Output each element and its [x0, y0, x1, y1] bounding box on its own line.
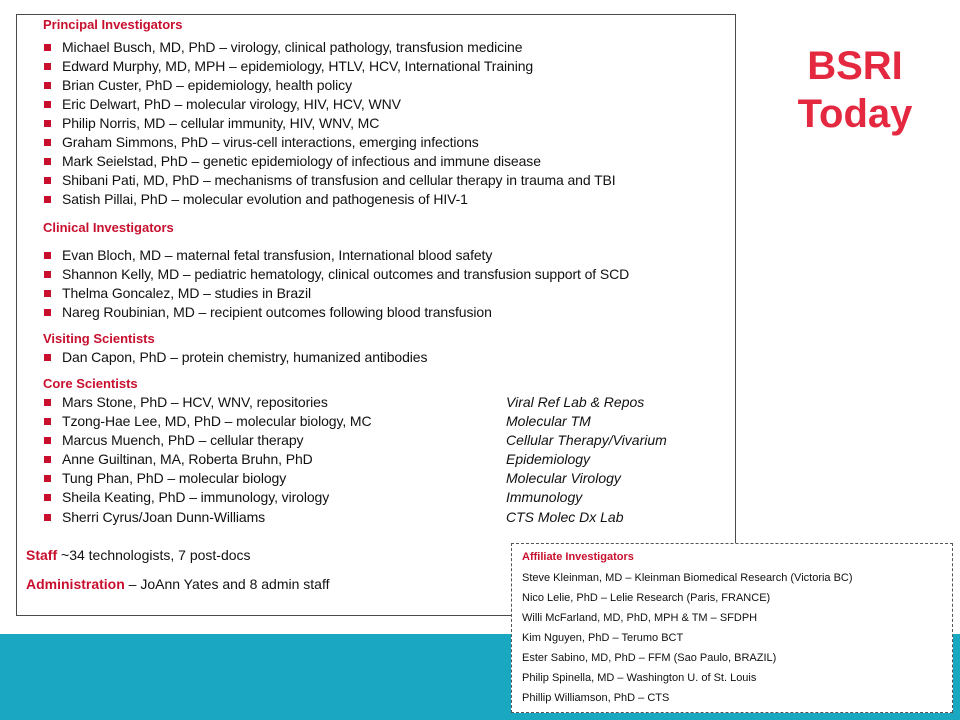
bullet-icon	[44, 514, 51, 521]
bullet-icon	[44, 252, 51, 259]
bullet-icon	[44, 63, 51, 70]
affiliate-heading: Affiliate Investigators	[522, 551, 634, 563]
core-item-role: Viral Ref Lab & Repos	[506, 394, 645, 410]
core-item-role: Molecular Virology	[506, 470, 621, 486]
staff-label: Staff	[26, 547, 58, 563]
principal-item: Satish Pillai, PhD – molecular evolution and pathogenesis of HIV-1	[62, 191, 468, 207]
principal-item: Philip Norris, MD – cellular immunity, HIV, WNV, MC	[62, 115, 380, 131]
clinical-heading: Clinical Investigators	[43, 220, 174, 235]
affiliate-item: Kim Nguyen, PhD – Terumo BCT	[522, 632, 684, 644]
core-heading: Core Scientists	[43, 376, 138, 391]
bullet-icon	[44, 494, 51, 501]
principal-item: Mark Seielstad, PhD – genetic epidemiology of infectious and immune disease	[62, 153, 541, 169]
core-item-role: Epidemiology	[506, 451, 591, 467]
bullet-icon	[44, 158, 51, 165]
core-item-name: Anne Guiltinan, MA, Roberta Bruhn, PhD	[62, 451, 313, 467]
slide-title-line1: BSRI	[807, 44, 903, 88]
affiliate-item: Willi McFarland, MD, PhD, MPH & TM – SFDPH	[522, 612, 758, 624]
administration-line	[26, 576, 329, 593]
core-item-role: CTS Molec Dx Lab	[506, 509, 624, 525]
bullet-icon	[44, 399, 51, 406]
core-item-name: Marcus Muench, PhD – cellular therapy	[62, 432, 304, 448]
staff-text: ~34 technologists, 7 post-docs	[57, 547, 251, 563]
core-item-role: Molecular TM	[506, 413, 591, 429]
bullet-icon	[44, 418, 51, 425]
principal-item: Brian Custer, PhD – epidemiology, health policy	[62, 77, 352, 93]
bullet-icon	[44, 101, 51, 108]
administration-text: – JoAnn Yates and 8 admin staff	[124, 576, 330, 592]
core-item-role: Cellular Therapy/Vivarium	[506, 432, 667, 448]
bullet-icon	[44, 271, 51, 278]
affiliate-item: Phillip Williamson, PhD – CTS	[522, 692, 670, 704]
bullet-icon	[44, 354, 51, 361]
bullet-icon	[44, 475, 51, 482]
bullet-icon	[44, 309, 51, 316]
clinical-item: Thelma Goncalez, MD – studies in Brazil	[62, 285, 311, 301]
affiliate-item: Nico Lelie, PhD – Lelie Research (Paris, FRANCE)	[522, 592, 771, 604]
affiliate-panel	[511, 543, 953, 713]
core-item-role: Immunology	[506, 489, 583, 505]
clinical-item: Nareg Roubinian, MD – recipient outcomes following blood transfusion	[62, 304, 492, 320]
affiliate-item: Philip Spinella, MD – Washington U. of St. Louis	[522, 672, 757, 684]
core-item-name: Sheila Keating, PhD – immunology, virology	[62, 489, 330, 505]
administration-label: Administration	[26, 576, 125, 592]
principal-item: Eric Delwart, PhD – molecular virology, HIV, HCV, WNV	[62, 96, 401, 112]
bullet-icon	[44, 177, 51, 184]
core-item-name: Mars Stone, PhD – HCV, WNV, repositories	[62, 394, 328, 410]
slide-title-line2: Today	[797, 92, 913, 136]
investigators-panel	[16, 14, 736, 616]
core-item-name: Sherri Cyrus/Joan Dunn-Williams	[62, 509, 266, 525]
visiting-item: Dan Capon, PhD – protein chemistry, humanized antibodies	[62, 349, 428, 365]
bullet-icon	[44, 196, 51, 203]
bullet-icon	[44, 456, 51, 463]
principal-item: Edward Murphy, MD, MPH – epidemiology, HTLV, HCV, International Training	[62, 58, 534, 74]
bullet-icon	[44, 437, 51, 444]
visiting-heading: Visiting Scientists	[43, 331, 155, 346]
bullet-icon	[44, 82, 51, 89]
principal-item: Shibani Pati, MD, PhD – mechanisms of transfusion and cellular therapy in trauma and TBI	[62, 172, 616, 188]
core-item-name: Tung Phan, PhD – molecular biology	[62, 470, 287, 486]
principal-heading: Principal Investigators	[43, 17, 183, 32]
clinical-item: Shannon Kelly, MD – pediatric hematology, clinical outcomes and transfusion support of SCD	[62, 266, 630, 282]
bullet-icon	[44, 44, 51, 51]
bullet-icon	[44, 139, 51, 146]
slide-title	[770, 42, 940, 138]
bullet-icon	[44, 290, 51, 297]
bullet-icon	[44, 120, 51, 127]
principal-item: Michael Busch, MD, PhD – virology, clinical pathology, transfusion medicine	[62, 39, 523, 55]
core-item-name: Tzong-Hae Lee, MD, PhD – molecular biology, MC	[62, 413, 372, 429]
staff-line	[26, 547, 251, 564]
clinical-item: Evan Bloch, MD – maternal fetal transfusion, International blood safety	[62, 247, 493, 263]
affiliate-item: Ester Sabino, MD, PhD – FFM (Sao Paulo, BRAZIL)	[522, 652, 777, 664]
principal-item: Graham Simmons, PhD – virus-cell interactions, emerging infections	[62, 134, 479, 150]
affiliate-item: Steve Kleinman, MD – Kleinman Biomedical Research (Victoria BC)	[522, 572, 853, 584]
